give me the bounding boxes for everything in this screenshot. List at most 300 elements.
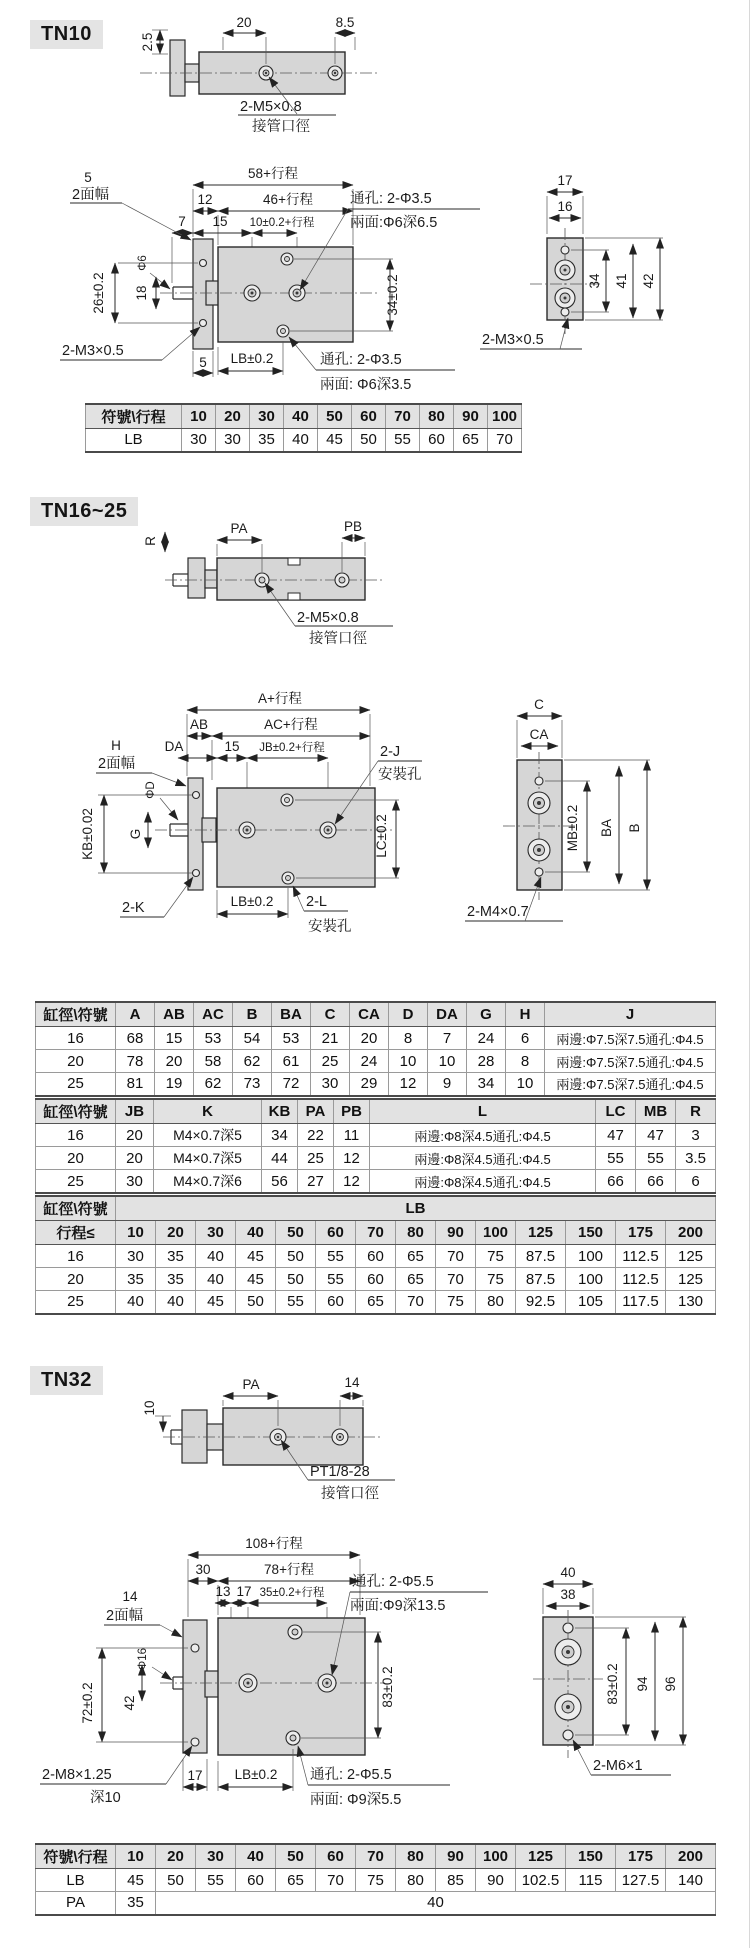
column-header: B (233, 1002, 272, 1027)
table-cell: 50 (276, 1245, 316, 1268)
mounting-flange (170, 40, 185, 96)
dim-label: 46+行程 (263, 192, 313, 207)
tn32-top-view (125, 1358, 455, 1523)
table-cell: 35 (250, 429, 284, 452)
dim-label: R (143, 536, 158, 546)
column-header: DA (428, 1002, 467, 1027)
through-hole (296, 292, 299, 295)
table-cell: 73 (233, 1073, 272, 1096)
dim-label: G (128, 828, 143, 840)
table-cell: 68 (116, 1027, 155, 1050)
row-label: LB (36, 1869, 116, 1892)
thread-hole (535, 868, 543, 876)
table-cell: 100 (566, 1245, 616, 1268)
table-cell: 62 (194, 1073, 233, 1096)
hole-callout: 兩面:Φ9深13.5 (350, 1598, 446, 1614)
header-row (86, 404, 522, 429)
dim-label: PA (242, 1377, 260, 1392)
table-body (36, 1869, 716, 1892)
table-cell: 105 (566, 1291, 616, 1314)
tn16-25-dim-table-1 (35, 1001, 716, 1097)
table-cell: 29 (350, 1073, 389, 1096)
dim-label: 18 (134, 285, 149, 301)
through-hole (251, 292, 254, 295)
table-cell: 45 (116, 1869, 156, 1892)
column-header: 175 (616, 1221, 666, 1245)
table-cell: 34 (467, 1073, 506, 1096)
column-header: PA (298, 1099, 334, 1124)
table-cell: 127.5 (616, 1869, 666, 1892)
through-hole (327, 829, 330, 832)
table-cell: 87.5 (516, 1268, 566, 1291)
table-cell: 72 (272, 1073, 311, 1096)
table-cell: 40 (156, 1291, 196, 1314)
dim-label: KB±0.02 (80, 808, 95, 860)
column-header: 200 (666, 1221, 716, 1245)
hole-callout-note: 安裝孔 (308, 919, 352, 935)
hole-callout: 通孔: 2-Φ5.5 (352, 1574, 434, 1590)
column-header: 10 (116, 1221, 156, 1245)
table-row (36, 1869, 716, 1892)
hole-callout-note: 安裝孔 (378, 767, 422, 783)
column-header: 80 (420, 404, 454, 429)
leader-line (160, 1625, 182, 1637)
table-row (36, 1268, 716, 1291)
column-header: 10 (116, 1844, 156, 1869)
table-cell: 45 (236, 1268, 276, 1291)
table-cell: 65 (454, 429, 488, 452)
table-cell: 20 (116, 1147, 154, 1170)
table-cell: 20 (155, 1050, 194, 1073)
table-cell: 125 (666, 1268, 716, 1291)
dim-label: 38 (560, 1587, 576, 1602)
table-cell: 112.5 (616, 1245, 666, 1268)
tn32-side-view (505, 1558, 705, 1793)
table-cell: 30 (116, 1170, 154, 1194)
table-cell: 45 (318, 429, 352, 452)
table-cell: 117.5 (616, 1291, 666, 1314)
column-header: 100 (476, 1844, 516, 1869)
pa-row-body (36, 1892, 716, 1915)
thread-callout: 2-M3×0.5 (62, 343, 124, 359)
table-cell: 53 (272, 1027, 311, 1050)
table-head (36, 1844, 716, 1869)
dim-label: MB±0.2 (565, 804, 580, 852)
counterbore-hole (566, 1705, 570, 1709)
dim-label: BA (599, 818, 614, 838)
mount-hole (286, 876, 291, 881)
table-cell: 兩邊:Φ8深4.5通孔:Φ4.5 (370, 1170, 596, 1194)
port-hole (285, 257, 290, 262)
column-header: 150 (566, 1221, 616, 1245)
dim-label: H (111, 738, 121, 753)
column-header: AC (194, 1002, 233, 1027)
table-cell: 20 (116, 1124, 154, 1147)
table-cell: 兩邊:Φ7.5深7.5通孔:Φ4.5 (545, 1073, 716, 1096)
thread-callout: 2-K (122, 900, 145, 916)
column-header: 20 (156, 1844, 196, 1869)
port-hole (265, 72, 267, 74)
dim-label: 10±0.2+行程 (249, 217, 315, 229)
table-cell: 12 (389, 1073, 428, 1096)
table-cell: 40 (196, 1245, 236, 1268)
table-cell: 70 (488, 429, 522, 452)
port-hole (292, 1629, 298, 1635)
table-row (36, 1170, 716, 1194)
leader-line (150, 273, 170, 289)
table-cell: 81 (116, 1073, 155, 1096)
table-cell: 50 (236, 1291, 276, 1314)
column-header: G (467, 1002, 506, 1027)
table-cell: 60 (420, 429, 454, 452)
row-label: 16 (36, 1124, 116, 1147)
dim-label: 35±0.2+行程 (259, 1587, 325, 1599)
thread-callout: 2-M3×0.5 (482, 332, 544, 348)
thread-hole (563, 1730, 573, 1740)
table-row (36, 1073, 716, 1096)
table-cell: 55 (386, 429, 420, 452)
hole-callout: 通孔: 2-Φ3.5 (350, 191, 432, 207)
dim-label: 13 (215, 1584, 231, 1599)
dim-label: 12 (197, 192, 213, 207)
column-header: K (154, 1099, 262, 1124)
table-cell: 55 (316, 1268, 356, 1291)
dim-label: 42 (641, 273, 656, 289)
table-body (36, 1245, 716, 1314)
dim-label: CA (529, 727, 549, 742)
table-cell: 50 (156, 1869, 196, 1892)
flange-hole (200, 320, 207, 327)
dim-label: B (627, 823, 642, 833)
column-header: 150 (566, 1844, 616, 1869)
thread-hole (535, 777, 543, 785)
group-header: LB (116, 1196, 716, 1221)
counterbore-hole (537, 801, 541, 805)
table-cell: M4×0.7深5 (154, 1147, 262, 1170)
column-header: 70 (386, 404, 420, 429)
dim-label: 42 (122, 1695, 137, 1711)
row-label: 16 (36, 1245, 116, 1268)
table-cell: 58 (194, 1050, 233, 1073)
table-cell: 65 (396, 1268, 436, 1291)
column-header: 20 (156, 1221, 196, 1245)
port-hole (285, 798, 290, 803)
hole-callout: 通孔: 2-Φ5.5 (310, 1767, 392, 1783)
header-row (36, 1099, 716, 1124)
table-cell: 11 (334, 1124, 370, 1147)
table-cell: 6 (506, 1027, 545, 1050)
column-header: 60 (352, 404, 386, 429)
table-cell: 20 (350, 1027, 389, 1050)
table-cell: 65 (276, 1869, 316, 1892)
table-cell: 兩邊:Φ7.5深7.5通孔:Φ4.5 (545, 1027, 716, 1050)
port-callout: 2-M5×0.8 (240, 99, 302, 115)
table-cell: 8 (389, 1027, 428, 1050)
flange-hole (193, 792, 200, 799)
column-header: 125 (516, 1844, 566, 1869)
table-cell: 40 (156, 1892, 716, 1915)
column-header: 125 (516, 1221, 566, 1245)
tn16-25-lb-table (35, 1195, 716, 1315)
table-body (86, 429, 522, 452)
leader-line (160, 798, 178, 820)
column-header: 40 (236, 1844, 276, 1869)
row-label: LB (86, 429, 182, 452)
table-cell: 40 (284, 429, 318, 452)
sensor-slot (288, 558, 300, 565)
through-hole (326, 1682, 329, 1685)
dim-label: 16 (557, 199, 573, 214)
dim-label: LB±0.2 (234, 1767, 278, 1782)
table-row (36, 1291, 716, 1314)
table-cell: 30 (216, 429, 250, 452)
dim-label: 14 (122, 1589, 138, 1604)
thread-callout: 2-M4×0.7 (467, 904, 529, 920)
flange-hole (193, 870, 200, 877)
dim-label: 41 (614, 273, 629, 289)
table-cell: 85 (436, 1869, 476, 1892)
hole-callout: 兩面: Φ6深3.5 (320, 377, 412, 393)
row-label: 25 (36, 1170, 116, 1194)
table-cell: M4×0.7深6 (154, 1170, 262, 1194)
dim-label: 20 (236, 15, 252, 30)
table-cell: 70 (316, 1869, 356, 1892)
dim-label: 5 (199, 355, 207, 370)
thread-hole (561, 246, 569, 254)
table-cell: 40 (116, 1291, 156, 1314)
column-header: 30 (196, 1221, 236, 1245)
port-hole (339, 1436, 341, 1438)
tn16-25-side-view (415, 560, 665, 930)
column-header: JB (116, 1099, 154, 1124)
table-cell: 44 (262, 1147, 298, 1170)
table-cell: 90 (476, 1869, 516, 1892)
column-header: 20 (216, 404, 250, 429)
row-label: 20 (36, 1050, 116, 1073)
dim-label: 2.5 (140, 32, 155, 52)
leader-line (164, 877, 193, 917)
flange-hole (191, 1644, 199, 1652)
table-cell: 78 (116, 1050, 155, 1073)
table-cell: 40 (196, 1268, 236, 1291)
dim-label: 17 (557, 173, 573, 188)
table-cell: 22 (298, 1124, 334, 1147)
dim-label: 8.5 (335, 15, 355, 30)
table-head (86, 404, 522, 429)
table-row (36, 1050, 716, 1073)
dim-label: AB (189, 717, 209, 732)
column-header: 90 (436, 1221, 476, 1245)
flange-hole (191, 1738, 199, 1746)
mounting-flange (182, 1410, 207, 1463)
dim-label: 83±0.2 (605, 1663, 620, 1705)
table-cell: 75 (436, 1291, 476, 1314)
column-header: BA (272, 1002, 311, 1027)
port-callout: PT1/8-28 (310, 1464, 370, 1480)
column-header: L (370, 1099, 596, 1124)
table-body (36, 1124, 716, 1194)
table-cell: 55 (596, 1147, 636, 1170)
table-cell: 65 (356, 1291, 396, 1314)
table-cell: 15 (155, 1027, 194, 1050)
table-cell: 66 (636, 1170, 676, 1194)
port-callout-note: 接管口徑 (321, 1486, 379, 1502)
dim-label: 78+行程 (264, 1562, 314, 1577)
hole-callout: 2-L (306, 894, 327, 910)
column-header: 175 (616, 1844, 666, 1869)
dim-label: 17 (236, 1584, 252, 1599)
table-cell: 8 (506, 1050, 545, 1073)
dim-label: 26±0.2 (91, 272, 106, 314)
dim-label: LC±0.2 (374, 814, 389, 858)
table-cell: 28 (467, 1050, 506, 1073)
port-hole (334, 72, 336, 74)
table-cell: 60 (316, 1291, 356, 1314)
table-cell: 7 (428, 1027, 467, 1050)
table-cell: 3.5 (676, 1147, 716, 1170)
table-cell: 35 (116, 1892, 156, 1915)
row-label: 20 (36, 1268, 116, 1291)
leader-line (560, 318, 568, 349)
column-header: 缸徑\符號 (36, 1002, 116, 1027)
header-row (36, 1221, 716, 1245)
table-cell: 45 (196, 1291, 236, 1314)
dim-label: Φ6 (137, 255, 149, 271)
tn16-25-front-view (30, 650, 460, 950)
counterbore-hole (537, 848, 541, 852)
flat-note: 2面幅 (106, 1608, 144, 1624)
tn10-side-view (460, 138, 695, 353)
dim-label: 7 (178, 214, 186, 229)
column-header: H (506, 1002, 545, 1027)
dim-label: ΦD (145, 781, 157, 799)
row-label: 25 (36, 1291, 116, 1314)
table-cell: 62 (233, 1050, 272, 1073)
table-cell: 61 (272, 1050, 311, 1073)
table-cell: 25 (298, 1147, 334, 1170)
mounting-flange (183, 1620, 207, 1753)
dim-label: LB±0.2 (230, 894, 274, 909)
table-cell: 55 (276, 1291, 316, 1314)
tn10-front-view (60, 133, 490, 398)
flat-note: 2面幅 (72, 187, 110, 203)
dim-label: 58+行程 (248, 166, 298, 181)
row-label: PA (36, 1892, 116, 1915)
cylinder-body (217, 788, 375, 887)
thread-hole (563, 1623, 573, 1633)
column-header: 30 (250, 404, 284, 429)
table-cell: 21 (311, 1027, 350, 1050)
table-cell: 75 (356, 1869, 396, 1892)
table-cell: 55 (316, 1245, 356, 1268)
section-title-tn32: TN32 (30, 1366, 103, 1395)
table-cell: 30 (311, 1073, 350, 1096)
dim-label: C (534, 697, 544, 712)
table-cell: 53 (194, 1027, 233, 1050)
mount-hole (281, 329, 286, 334)
column-header: 90 (454, 404, 488, 429)
leader-line (293, 886, 304, 911)
table-cell: 9 (428, 1073, 467, 1096)
column-header: 符號\行程 (36, 1844, 116, 1869)
column-header: C (311, 1002, 350, 1027)
row-label: 25 (36, 1073, 116, 1096)
dim-label: 34 (587, 273, 602, 289)
port-callout-note: 接管口徑 (252, 119, 310, 135)
tn16-25-dim-table-2 (35, 1098, 716, 1194)
mount-hole (290, 1735, 296, 1741)
column-header: 符號\行程 (86, 404, 182, 429)
table-cell: 47 (596, 1124, 636, 1147)
table-head (36, 1196, 716, 1245)
tn10-top-view (110, 12, 410, 137)
thread-callout-depth: 深10 (90, 1790, 121, 1806)
table-cell: 25 (311, 1050, 350, 1073)
column-header: 30 (196, 1844, 236, 1869)
table-cell: 24 (467, 1027, 506, 1050)
table-cell: 100 (566, 1268, 616, 1291)
table-cell: 55 (196, 1869, 236, 1892)
column-header: 40 (284, 404, 318, 429)
dim-label: LB±0.2 (230, 351, 274, 366)
table-cell: 92.5 (516, 1291, 566, 1314)
dim-label: DA (164, 739, 184, 754)
table-cell: 19 (155, 1073, 194, 1096)
column-header: 200 (666, 1844, 716, 1869)
table-cell: 66 (596, 1170, 636, 1194)
through-hole (246, 829, 249, 832)
dim-label: JB±0.2+行程 (259, 742, 325, 754)
column-header: 50 (276, 1844, 316, 1869)
column-header: D (389, 1002, 428, 1027)
corner-header: 缸徑\符號 (36, 1196, 116, 1221)
tn10-stroke-table (85, 403, 522, 453)
table-cell: 60 (236, 1869, 276, 1892)
column-header: 60 (316, 1221, 356, 1245)
column-header: AB (155, 1002, 194, 1027)
hole-callout: 兩面: Φ9深5.5 (310, 1792, 402, 1808)
table-cell: 27 (298, 1170, 334, 1194)
thread-callout: 2-M8×1.25 (42, 1767, 112, 1783)
column-header: 100 (488, 404, 522, 429)
table-cell: 75 (476, 1245, 516, 1268)
section-title-tn16-25: TN16~25 (30, 497, 138, 526)
column-header: A (116, 1002, 155, 1027)
thread-hole (561, 308, 569, 316)
column-header: MB (636, 1099, 676, 1124)
table-cell: 50 (276, 1268, 316, 1291)
dim-label: 83±0.2 (380, 1666, 395, 1708)
table-cell: 24 (350, 1050, 389, 1073)
table-body (36, 1027, 716, 1096)
flat-note: 2面幅 (98, 756, 136, 772)
column-header: CA (350, 1002, 389, 1027)
dim-label: 108+行程 (245, 1536, 303, 1551)
column-header: 60 (316, 1844, 356, 1869)
table-row (36, 1892, 716, 1915)
table-cell: 70 (396, 1291, 436, 1314)
column-header: 40 (236, 1221, 276, 1245)
dim-label: 15 (212, 214, 228, 229)
table-cell: 60 (356, 1245, 396, 1268)
table-cell: 65 (396, 1245, 436, 1268)
port-hole (259, 577, 265, 583)
table-cell: 34 (262, 1124, 298, 1147)
column-header: 缸徑\符號 (36, 1099, 116, 1124)
table-cell: 50 (352, 429, 386, 452)
table-cell: 70 (436, 1245, 476, 1268)
column-header: KB (262, 1099, 298, 1124)
